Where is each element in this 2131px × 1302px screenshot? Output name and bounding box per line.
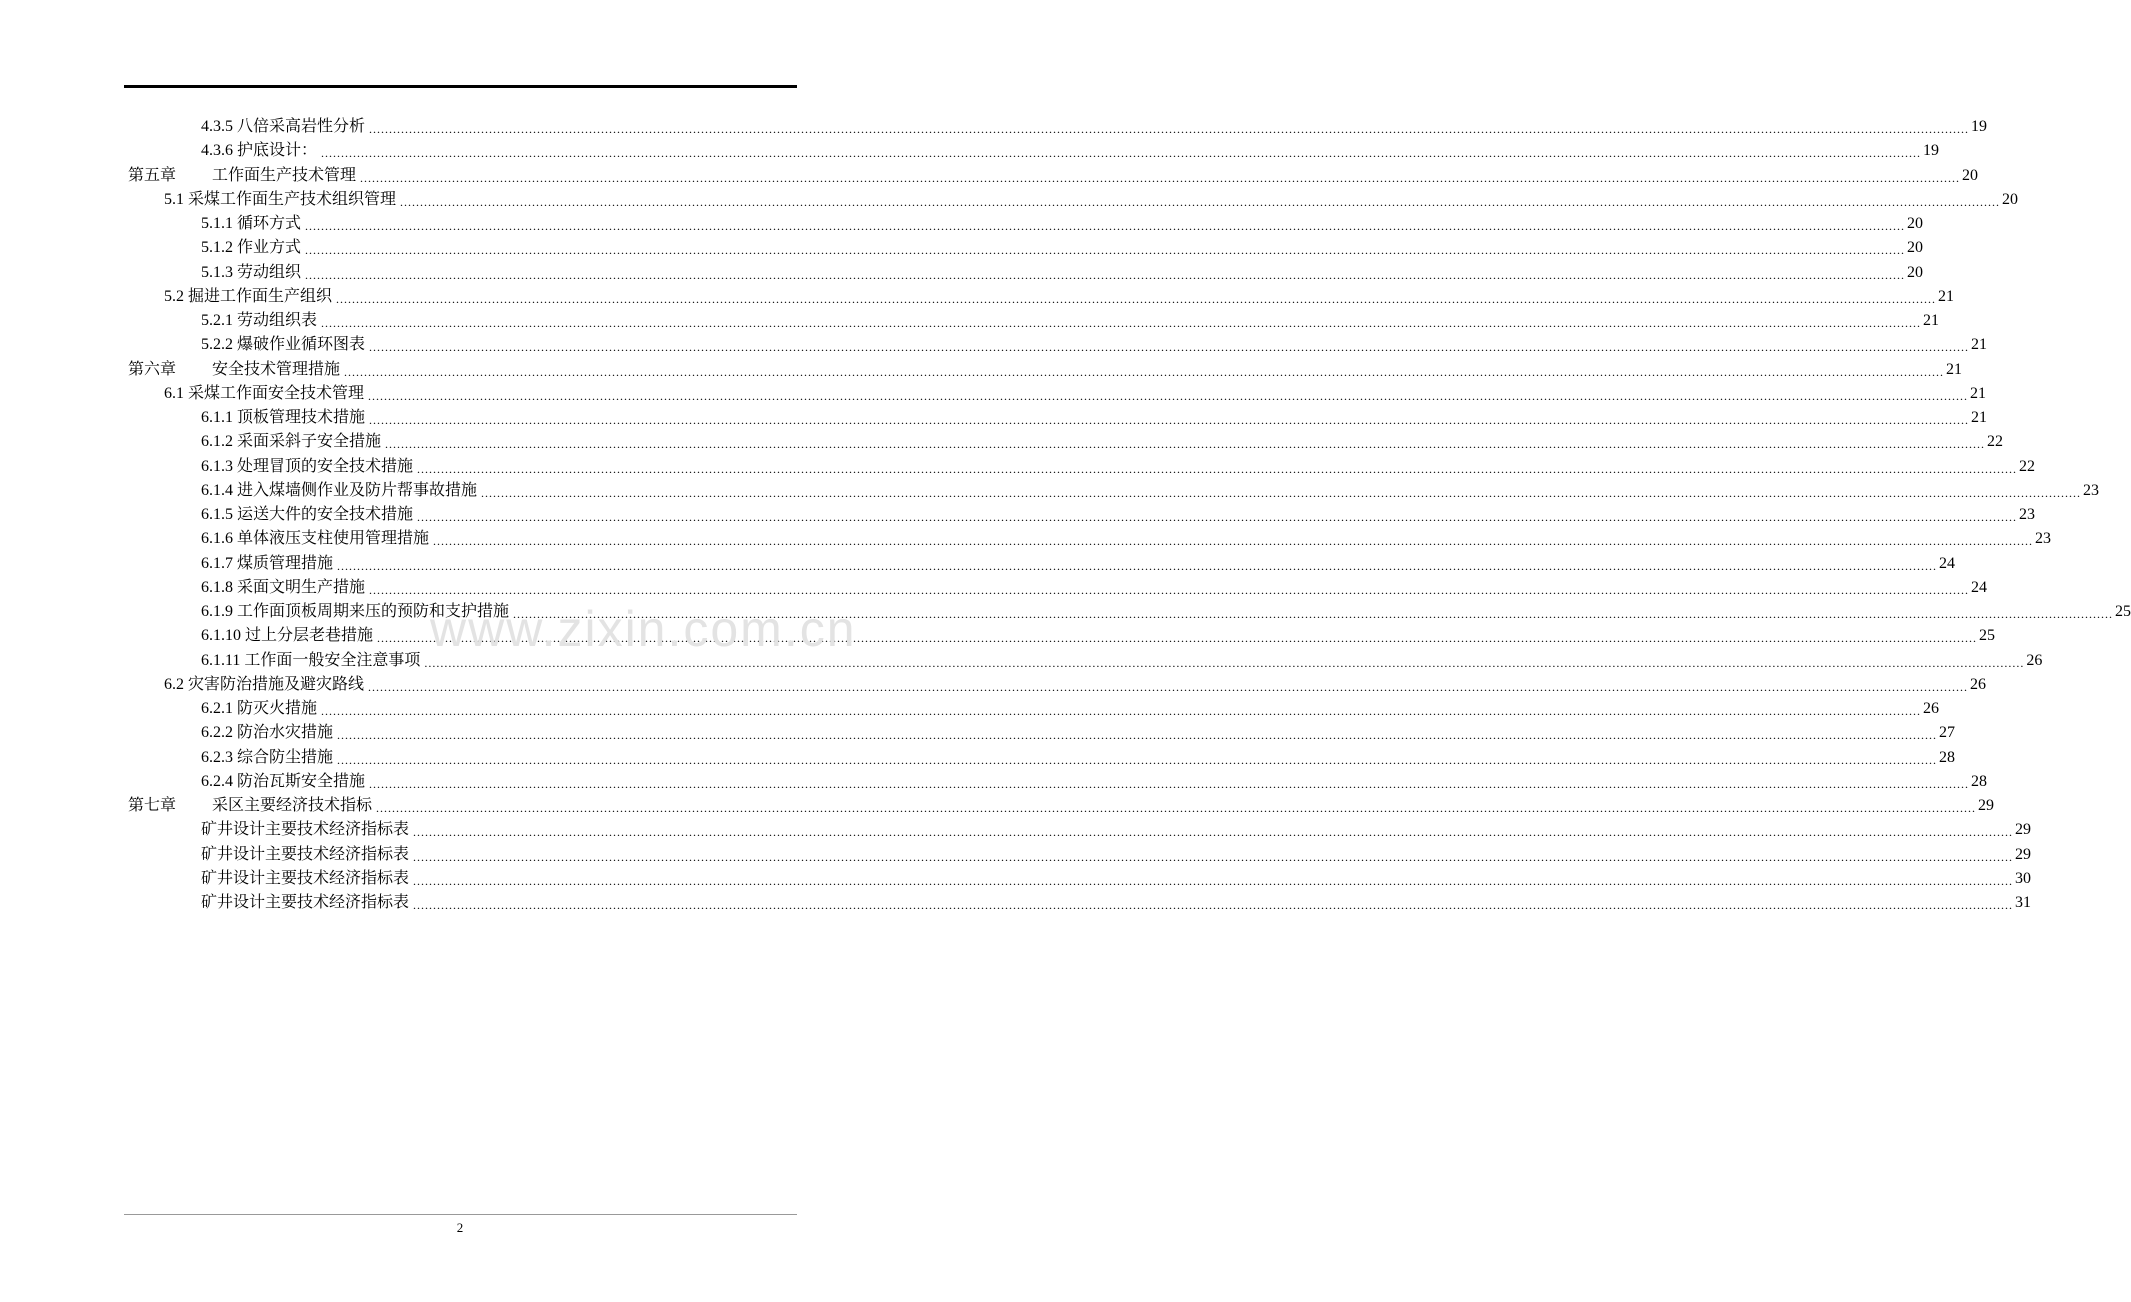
toc-entry-label: [201, 772, 365, 792]
toc-entry[interactable]: [201, 137, 1940, 161]
toc-entry-label: [201, 457, 413, 477]
toc-entry-label: [201, 699, 317, 719]
toc-entry-title: 6.1.8 采面文明生产措施: [201, 578, 366, 596]
toc-dot-leader: ................................................................................................................................................................................................................................................................................................................................................................................................................: [376, 801, 1977, 815]
toc-chapter-number: 第五章: [128, 166, 177, 184]
toc-entry-title: 5.1.2 作业方式: [201, 239, 302, 257]
toc-entry-title: 6.2.2 防治水灾措施: [201, 724, 334, 742]
toc-entry-title: 6.1.1 顶板管理技术措施: [201, 409, 366, 426]
toc-entry-title: 6.1.2 采面采斜子安全措施: [201, 433, 382, 451]
toc-entry-title: 4.3.6 护底设计：: [201, 142, 318, 160]
toc-dot-leader: ................................................................................................................................................................................................................................................................................................................................................................................................................: [336, 291, 1937, 306]
toc-entry-page: 22: [1987, 433, 2004, 451]
toc-entry[interactable]: [164, 186, 2019, 210]
toc-entry-page: 29: [1978, 797, 1995, 814]
toc-entry-page: 21: [1971, 409, 1988, 426]
toc-entry-title: 6.2 灾害防治措施及避灾路线: [164, 675, 365, 693]
toc-entry-title: 6.2.1 防灭火措施: [201, 700, 318, 717]
toc-entry-page: 20: [2002, 190, 2019, 208]
toc-entry-label: [201, 481, 477, 501]
toc-entry-page: 19: [1971, 118, 1988, 135]
toc-entry[interactable]: [201, 210, 1924, 234]
toc-dot-leader: ................................................................................................................................................................................................................................................................................................................................................................................................................: [417, 461, 2018, 476]
toc-entry-page: 20: [1907, 239, 1924, 257]
toc-dot-leader: ................................................................................................................................................................................................................................................................................................................................................................................................................: [368, 679, 1969, 694]
toc-entry-title: 5.2.2 爆破作业循环图表: [201, 336, 366, 354]
toc-dot-leader: ................................................................................................................................................................................................................................................................................................................................................................................................................: [337, 728, 1938, 743]
toc-dot-leader: ................................................................................................................................................................................................................................................................................................................................................................................................................: [369, 582, 1970, 597]
toc-entry-title: 矿井设计主要技术经济指标表: [201, 821, 410, 839]
toc-entry-page: 22: [2019, 457, 2036, 475]
toc-entry-title: 6.1.3 处理冒顶的安全技术措施: [201, 457, 414, 475]
toc-entry-page: 21: [1946, 360, 1963, 378]
toc-entry-title: 矿井设计主要技术经济指标表: [201, 845, 410, 863]
toc-entry-label: [201, 626, 373, 646]
toc-dot-leader: ................................................................................................................................................................................................................................................................................................................................................................................................................: [305, 219, 1906, 233]
toc-dot-leader: ................................................................................................................................................................................................................................................................................................................................................................................................................: [305, 243, 1906, 258]
toc-entry-label: [201, 748, 333, 768]
toc-entry-title: 6.2.4 防治瓦斯安全措施: [201, 772, 366, 790]
toc-entry-page: 26: [1970, 675, 1987, 693]
toc-chapter-number: 第六章: [128, 360, 177, 378]
toc-entry-page: 28: [1939, 748, 1956, 766]
toc-entry-page: 27: [1939, 724, 1956, 742]
toc-entry[interactable]: [201, 695, 1940, 719]
toc-entry[interactable]: [201, 501, 2036, 525]
toc-dot-leader: ................................................................................................................................................................................................................................................................................................................................................................................................................: [377, 631, 1978, 646]
toc-dot-leader: ................................................................................................................................................................................................................................................................................................................................................................................................................: [305, 267, 1906, 282]
toc-dot-leader: ................................................................................................................................................................................................................................................................................................................................................................................................................: [368, 388, 1969, 403]
toc-dot-leader: ................................................................................................................................................................................................................................................................................................................................................................................................................: [369, 776, 1970, 791]
toc-entry-title: 采区主要经济技术指标: [212, 797, 373, 814]
toc-entry-title: 矿井设计主要技术经济指标表: [201, 869, 410, 887]
toc-chapter-number: 第七章: [128, 797, 177, 814]
toc-entry[interactable]: [201, 428, 2004, 452]
toc-entry[interactable]: [201, 525, 2052, 549]
toc-entry-page: 21: [1971, 336, 1988, 354]
toc-entry[interactable]: [201, 889, 2032, 913]
toc-entry-label: [201, 529, 429, 549]
toc-entry[interactable]: [201, 259, 1924, 283]
toc-entry-page: 21: [1923, 312, 1940, 329]
toc-entry-page: 26: [1923, 700, 1940, 717]
toc-entry[interactable]: [201, 768, 1988, 792]
toc-entry-label: [201, 335, 365, 355]
toc-entry[interactable]: [201, 404, 1988, 428]
toc-entry-page: 29: [2015, 821, 2032, 839]
toc-entry-title: 5.1 采煤工作面生产技术组织管理: [164, 190, 397, 208]
toc-entry-title: 工作面生产技术管理: [212, 166, 357, 184]
toc-entry-title: 6.1.4 进入煤墙侧作业及防片帮事故措施: [201, 481, 478, 499]
toc-entry-label: [201, 214, 301, 234]
toc-entry-page: 28: [1971, 772, 1988, 790]
toc-entry-label: [201, 578, 365, 598]
toc-entry[interactable]: [201, 331, 1988, 355]
toc-entry-title: 矿井设计主要技术经济指标表: [201, 894, 410, 911]
toc-entry-label: [201, 845, 409, 865]
toc-entry-title: 5.2.1 劳动组织表: [201, 312, 318, 329]
toc-dot-leader: ................................................................................................................................................................................................................................................................................................................................................................................................................: [344, 364, 1945, 379]
toc-entry-page: 23: [2019, 506, 2036, 523]
toc-dot-leader: ................................................................................................................................................................................................................................................................................................................................................................................................................: [413, 873, 2014, 888]
toc-entry[interactable]: [201, 865, 2032, 889]
header-rule: [124, 85, 797, 88]
toc-entry-label: [164, 190, 396, 210]
toc-entry-label: [201, 723, 333, 743]
toc-entry-label: [201, 651, 420, 671]
toc-entry-title: 6.1.10 过上分层老巷措施: [201, 627, 374, 645]
toc-dot-leader: ................................................................................................................................................................................................................................................................................................................................................................................................................: [369, 122, 1970, 136]
toc-entry-label: [164, 287, 332, 307]
toc-dot-leader: ................................................................................................................................................................................................................................................................................................................................................................................................................: [337, 752, 1938, 767]
toc-entry-page: 29: [2015, 845, 2032, 863]
toc-entry[interactable]: [201, 113, 1988, 137]
toc-entry-page: 24: [1939, 554, 1956, 572]
toc-dot-leader: ................................................................................................................................................................................................................................................................................................................................................................................................................: [413, 898, 2014, 912]
toc-entry-label: [201, 432, 381, 452]
toc-entry[interactable]: [201, 453, 2036, 477]
toc-dot-leader: ................................................................................................................................................................................................................................................................................................................................................................................................................: [321, 146, 1922, 161]
page-number: 2: [456, 1220, 464, 1235]
toc-entry[interactable]: [201, 234, 1924, 258]
toc-entry-label: [128, 360, 340, 380]
toc-dot-leader: ................................................................................................................................................................................................................................................................................................................................................................................................................: [481, 485, 2082, 500]
toc-dot-leader: ................................................................................................................................................................................................................................................................................................................................................................................................................: [413, 849, 2014, 864]
toc-entry-page: 23: [2035, 530, 2052, 548]
toc-dot-leader: ................................................................................................................................................................................................................................................................................................................................................................................................................: [369, 340, 1970, 355]
toc-entry-label: [164, 675, 364, 695]
toc-entry[interactable]: [164, 671, 1987, 695]
toc-entry-label: [201, 238, 301, 258]
toc-entry[interactable]: [201, 841, 2032, 865]
toc-entry-page: 30: [2015, 869, 2032, 887]
toc-entry[interactable]: [164, 380, 1987, 404]
toc-entry-title: 安全技术管理措施: [212, 360, 341, 378]
toc-entry-page: 21: [1938, 287, 1955, 305]
toc-entry-label: [128, 796, 372, 816]
toc-entry[interactable]: [201, 744, 1956, 768]
toc-entry-title: 6.1.9 工作面顶板周期来压的预防和支护措施: [201, 603, 510, 620]
toc-dot-leader: ................................................................................................................................................................................................................................................................................................................................................................................................................: [321, 704, 1922, 718]
toc-dot-leader: ................................................................................................................................................................................................................................................................................................................................................................................................................: [417, 510, 2018, 524]
toc-entry-label: [201, 820, 409, 840]
toc-entry-page: 20: [1907, 263, 1924, 281]
toc-entry-page: 23: [2083, 481, 2100, 499]
toc-dot-leader: ................................................................................................................................................................................................................................................................................................................................................................................................................: [424, 655, 2025, 670]
toc-entry[interactable]: [201, 307, 1940, 331]
toc-entry[interactable]: [201, 719, 1956, 743]
toc-entry-title: 5.2 掘进工作面生产组织: [164, 287, 333, 305]
toc-entry-title: 6.2.3 综合防尘措施: [201, 748, 334, 766]
watermark: www.zixin.com.cn: [430, 601, 857, 657]
toc-entry-title: 5.1.1 循环方式: [201, 215, 302, 232]
toc-entry-label: [201, 554, 333, 574]
toc-entry-page: 20: [1962, 166, 1979, 184]
toc-dot-leader: ................................................................................................................................................................................................................................................................................................................................................................................................................: [385, 437, 1986, 452]
toc-entry-page: 31: [2015, 894, 2032, 911]
toc-entry-title: 6.1.7 煤质管理措施: [201, 554, 334, 572]
toc-entry-label: [128, 166, 356, 186]
toc-dot-leader: ................................................................................................................................................................................................................................................................................................................................................................................................................: [433, 534, 2034, 549]
toc-entry[interactable]: [201, 550, 1956, 574]
toc-dot-leader: ................................................................................................................................................................................................................................................................................................................................................................................................................: [413, 825, 2014, 840]
toc-dot-leader: ................................................................................................................................................................................................................................................................................................................................................................................................................: [337, 558, 1938, 573]
toc-entry[interactable]: [201, 816, 2032, 840]
toc-entry-title: 6.1.6 单体液压支柱使用管理措施: [201, 530, 430, 548]
toc-entry-page: 24: [1971, 578, 1988, 596]
toc-entry-page: 20: [1907, 215, 1924, 232]
toc-dot-leader: ................................................................................................................................................................................................................................................................................................................................................................................................................: [400, 194, 2001, 209]
toc-dot-leader: ................................................................................................................................................................................................................................................................................................................................................................................................................: [321, 316, 1922, 330]
toc-entry-label: [201, 311, 317, 331]
toc-entry-label: [201, 893, 409, 913]
toc-entry-title: 6.1.11 工作面一般安全注意事项: [201, 651, 421, 669]
toc-entry[interactable]: [128, 162, 1979, 186]
toc-entry-label: [201, 141, 317, 161]
footer-rule: [124, 1214, 797, 1215]
toc-entry[interactable]: [164, 283, 1955, 307]
toc-entry-page: 26: [2026, 651, 2043, 669]
toc-entry-title: 4.3.5 八倍采高岩性分析: [201, 118, 366, 135]
toc-entry-page: 25: [1979, 627, 1996, 645]
toc-entry[interactable]: [128, 792, 1995, 816]
toc-entry[interactable]: [128, 356, 1963, 380]
toc-entry-title: 5.1.3 劳动组织: [201, 263, 302, 281]
toc-entry-title: 6.1.5 运送大件的安全技术措施: [201, 506, 414, 523]
toc-entry-page: 25: [2115, 603, 2131, 620]
toc-entry-label: [201, 505, 413, 525]
toc-dot-leader: ................................................................................................................................................................................................................................................................................................................................................................................................................: [513, 607, 2114, 621]
toc-entry-label: [201, 263, 301, 283]
toc-entry-label: [201, 869, 409, 889]
toc-entry[interactable]: [201, 477, 2100, 501]
toc-entry[interactable]: [201, 574, 1988, 598]
toc-entry-label: [201, 117, 365, 137]
toc-entry-title: 6.1 采煤工作面安全技术管理: [164, 384, 365, 402]
toc-entry-page: 21: [1970, 384, 1987, 402]
toc-dot-leader: ................................................................................................................................................................................................................................................................................................................................................................................................................: [369, 413, 1970, 427]
toc-entry-page: 19: [1923, 142, 1940, 160]
toc-entry-label: [201, 408, 365, 428]
toc-dot-leader: ................................................................................................................................................................................................................................................................................................................................................................................................................: [360, 170, 1961, 185]
toc-entry-label: [164, 384, 364, 404]
